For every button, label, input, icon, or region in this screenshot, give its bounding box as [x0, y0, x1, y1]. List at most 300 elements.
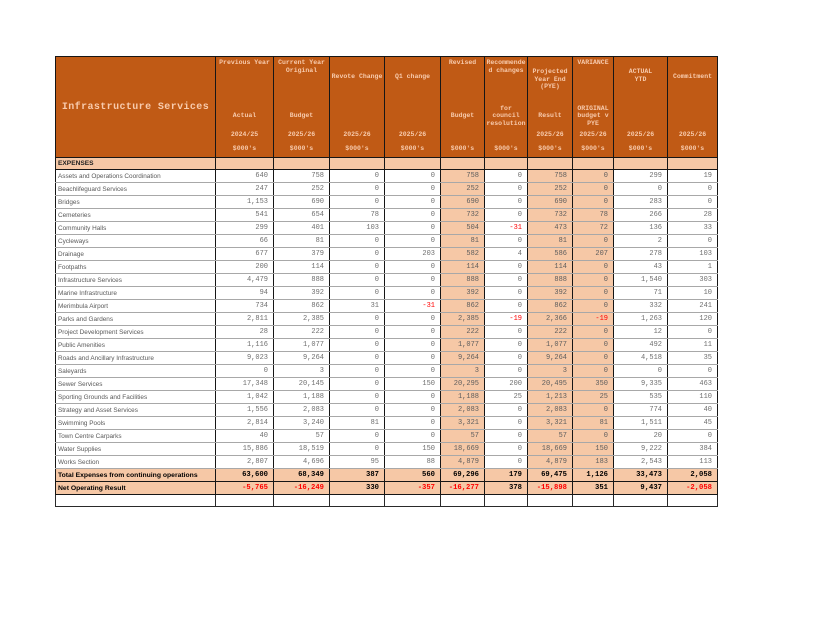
row-cell: 2 — [614, 235, 668, 248]
row-cell: 1,556 — [216, 404, 274, 417]
row-cell: 351 — [573, 482, 614, 495]
row-cell: 690 — [441, 196, 485, 209]
table-row — [56, 430, 718, 443]
row-cell: 3,240 — [274, 417, 330, 430]
header-row — [56, 57, 718, 158]
row-cell: 222 — [274, 326, 330, 339]
col-year-label: 2025/26 — [678, 131, 707, 138]
col-year-label: 2024/25 — [230, 131, 259, 138]
row-cell: 28 — [216, 326, 274, 339]
row-label: Roads and Ancillary Infrastructure — [56, 352, 216, 365]
row-cell: 150 — [385, 443, 441, 456]
row-cell: 0 — [385, 235, 441, 248]
col-unit-label: $000's — [400, 145, 425, 152]
row-cell: 68,349 — [274, 469, 330, 482]
row-cell: 379 — [274, 248, 330, 261]
row-cell: 71 — [614, 287, 668, 300]
row-cell: 0 — [330, 339, 385, 352]
row-cell: 114 — [528, 261, 573, 274]
row-cell: 9,335 — [614, 378, 668, 391]
row-cell: 252 — [528, 183, 573, 196]
col-header-revised-budget — [441, 57, 485, 158]
row-cell: 20,145 — [274, 378, 330, 391]
row-cell: 103 — [330, 222, 385, 235]
col-year-label: 2025/26 — [536, 131, 564, 138]
col-mid-label: Result — [538, 112, 562, 120]
row-cell: 3 — [274, 365, 330, 378]
row-cell: -19 — [573, 313, 614, 326]
row-cell: 0 — [385, 417, 441, 430]
row-cell: 1,188 — [441, 391, 485, 404]
col-mid-label: for council resolution — [486, 104, 526, 127]
row-cell: 0 — [573, 170, 614, 183]
row-cell: 18,669 — [528, 443, 573, 456]
row-cell: 63,600 — [216, 469, 274, 482]
col-unit-label: $000's — [289, 145, 314, 152]
section-cell — [485, 158, 528, 170]
row-cell: 2,083 — [274, 404, 330, 417]
row-cell: 0 — [330, 352, 385, 365]
row-label: Strategy and Asset Services — [56, 404, 216, 417]
row-cell: 541 — [216, 209, 274, 222]
row-cell: 283 — [614, 196, 668, 209]
row-cell: 732 — [441, 209, 485, 222]
col-unit-label: $000's — [538, 145, 562, 152]
row-cell: 0 — [385, 196, 441, 209]
row-cell: 0 — [485, 456, 528, 469]
row-cell: 252 — [274, 183, 330, 196]
row-cell: 4,879 — [528, 456, 573, 469]
row-cell: 0 — [668, 326, 718, 339]
col-header-revote-change — [330, 57, 385, 158]
col-top-label: VARIANCE — [577, 59, 609, 66]
row-cell: 0 — [573, 352, 614, 365]
row-cell: 266 — [614, 209, 668, 222]
row-cell: 0 — [573, 287, 614, 300]
budget-report-sheet — [55, 56, 718, 507]
col-header-recommended-changes — [485, 57, 528, 158]
row-cell: 0 — [485, 443, 528, 456]
row-cell: -15,898 — [528, 482, 573, 495]
row-cell: 81 — [573, 417, 614, 430]
row-cell: 0 — [385, 183, 441, 196]
row-label: Drainage — [56, 248, 216, 261]
row-cell: 0 — [485, 365, 528, 378]
row-cell: 0 — [330, 365, 385, 378]
row-cell: 2,385 — [441, 313, 485, 326]
empty-cell — [216, 495, 274, 507]
row-cell: 0 — [485, 417, 528, 430]
col-header-projected-year-end — [528, 57, 573, 158]
row-cell: 0 — [668, 183, 718, 196]
row-cell: 392 — [528, 287, 573, 300]
row-cell: 81 — [528, 235, 573, 248]
row-cell: 3,321 — [441, 417, 485, 430]
row-cell: 0 — [330, 430, 385, 443]
row-cell: 1,077 — [441, 339, 485, 352]
row-cell: 3,321 — [528, 417, 573, 430]
row-label: Assets and Operations Coordination — [56, 170, 216, 183]
row-cell: 81 — [330, 417, 385, 430]
row-cell: 0 — [385, 313, 441, 326]
row-cell: 207 — [573, 248, 614, 261]
row-cell: 103 — [668, 248, 718, 261]
row-label: Marine Infrastructure — [56, 287, 216, 300]
row-cell: 31 — [330, 300, 385, 313]
row-cell: 0 — [385, 391, 441, 404]
row-cell: 1,511 — [614, 417, 668, 430]
row-cell: 9,264 — [528, 352, 573, 365]
row-label: Water Supplies — [56, 443, 216, 456]
section-cell — [274, 158, 330, 170]
row-cell: 247 — [216, 183, 274, 196]
section-cell — [385, 158, 441, 170]
col-mid-label — [668, 101, 717, 131]
row-cell: 303 — [668, 274, 718, 287]
row-cell: 136 — [614, 222, 668, 235]
empty-cell — [274, 495, 330, 507]
row-cell: 81 — [441, 235, 485, 248]
row-cell: 20,295 — [441, 378, 485, 391]
col-header-previous-year — [216, 57, 274, 158]
row-cell: 20,495 — [528, 378, 573, 391]
row-cell: 1,213 — [528, 391, 573, 404]
row-cell: 0 — [668, 365, 718, 378]
row-label: Beachlifeguard Services — [56, 183, 216, 196]
row-cell: 113 — [668, 456, 718, 469]
row-cell: 57 — [441, 430, 485, 443]
row-cell: -357 — [385, 482, 441, 495]
row-cell: 758 — [441, 170, 485, 183]
section-cell — [573, 158, 614, 170]
table-row — [56, 235, 718, 248]
row-cell: 0 — [330, 261, 385, 274]
budget-table — [55, 56, 718, 507]
col-top-label: Previous Year — [219, 59, 270, 66]
col-year-label: 2025/26 — [398, 131, 427, 138]
row-cell: 179 — [485, 469, 528, 482]
row-cell: 4,879 — [441, 456, 485, 469]
row-cell: -2,058 — [668, 482, 718, 495]
row-cell: 330 — [330, 482, 385, 495]
col-year-label: 2025/26 — [287, 131, 316, 138]
row-label: Bridges — [56, 196, 216, 209]
row-cell: 1,042 — [216, 391, 274, 404]
row-cell: 95 — [330, 456, 385, 469]
empty-cell — [573, 495, 614, 507]
row-cell: 114 — [274, 261, 330, 274]
row-cell: 0 — [485, 287, 528, 300]
table-row — [56, 248, 718, 261]
row-cell: 535 — [614, 391, 668, 404]
row-cell: 473 — [528, 222, 573, 235]
row-cell: 492 — [614, 339, 668, 352]
empty-cell — [528, 495, 573, 507]
section-cell — [216, 158, 274, 170]
row-label: Total Expenses from continuing operations — [56, 469, 216, 482]
report-title: Infrastructure Services — [56, 57, 216, 158]
col-header-commitment — [668, 57, 718, 158]
col-unit-label: $000's — [450, 145, 475, 152]
table-row — [56, 326, 718, 339]
row-cell: 2,058 — [668, 469, 718, 482]
row-cell: 114 — [441, 261, 485, 274]
section-cell — [330, 158, 385, 170]
section-cell — [614, 158, 668, 170]
row-cell: 0 — [330, 313, 385, 326]
row-cell: 0 — [485, 274, 528, 287]
row-cell: 0 — [330, 196, 385, 209]
table-row — [56, 170, 718, 183]
row-cell: 586 — [528, 248, 573, 261]
row-label: Net Operating Result — [56, 482, 216, 495]
row-cell: 350 — [573, 378, 614, 391]
col-mid-label: Budget — [450, 112, 475, 120]
row-cell: 0 — [573, 339, 614, 352]
table-row — [56, 222, 718, 235]
row-cell: 45 — [668, 417, 718, 430]
row-label: Parks and Gardens — [56, 313, 216, 326]
row-cell: 278 — [614, 248, 668, 261]
row-cell: -16,277 — [441, 482, 485, 495]
row-cell: -31 — [385, 300, 441, 313]
section-cell — [441, 158, 485, 170]
row-cell: 15,886 — [216, 443, 274, 456]
row-cell: 0 — [573, 196, 614, 209]
row-cell: 222 — [528, 326, 573, 339]
row-cell: 758 — [274, 170, 330, 183]
row-cell: 12 — [614, 326, 668, 339]
row-cell: 81 — [274, 235, 330, 248]
row-cell: 4,518 — [614, 352, 668, 365]
row-cell: 25 — [573, 391, 614, 404]
row-cell: 252 — [441, 183, 485, 196]
row-cell: 0 — [485, 404, 528, 417]
row-cell: 0 — [485, 170, 528, 183]
row-cell: 110 — [668, 391, 718, 404]
table-row — [56, 300, 718, 313]
empty-cell — [56, 495, 216, 507]
table-row — [56, 274, 718, 287]
row-cell: 200 — [216, 261, 274, 274]
table-row — [56, 469, 718, 482]
row-cell: 0 — [485, 339, 528, 352]
col-header-variance — [573, 57, 614, 158]
row-cell: 0 — [573, 326, 614, 339]
row-cell: 504 — [441, 222, 485, 235]
row-cell: 40 — [216, 430, 274, 443]
row-cell: 0 — [385, 261, 441, 274]
col-top-label: Revote Change — [331, 73, 383, 80]
table-row — [56, 183, 718, 196]
row-label: Town Centre Carparks — [56, 430, 216, 443]
row-cell: 0 — [573, 300, 614, 313]
col-mid-label — [330, 101, 384, 131]
row-cell: 222 — [441, 326, 485, 339]
row-label: Saleyards — [56, 365, 216, 378]
table-row — [56, 378, 718, 391]
row-cell: 78 — [330, 209, 385, 222]
col-top-label: Recommended changes — [486, 59, 526, 74]
row-cell: 1,077 — [528, 339, 573, 352]
row-cell: 2,385 — [274, 313, 330, 326]
col-unit-label: $000's — [628, 145, 653, 152]
row-cell: 69,296 — [441, 469, 485, 482]
section-cell — [668, 158, 718, 170]
row-cell: 0 — [614, 183, 668, 196]
row-cell: 0 — [385, 404, 441, 417]
row-cell: 1,263 — [614, 313, 668, 326]
row-cell: 40 — [668, 404, 718, 417]
row-cell: 4 — [485, 248, 528, 261]
row-cell: 0 — [385, 430, 441, 443]
row-cell: 2,366 — [528, 313, 573, 326]
row-cell: 9,264 — [441, 352, 485, 365]
row-cell: 0 — [385, 274, 441, 287]
row-label: Sporting Grounds and Facilities — [56, 391, 216, 404]
row-label: Swimming Pools — [56, 417, 216, 430]
row-cell: 0 — [330, 183, 385, 196]
row-cell: 0 — [330, 404, 385, 417]
row-label: Footpaths — [56, 261, 216, 274]
row-cell: 0 — [485, 261, 528, 274]
row-cell: 640 — [216, 170, 274, 183]
row-cell: 690 — [528, 196, 573, 209]
row-cell: 690 — [274, 196, 330, 209]
table-row — [56, 417, 718, 430]
row-cell: 4,479 — [216, 274, 274, 287]
section-cell — [528, 158, 573, 170]
col-top-label: Current Year Original — [278, 59, 325, 74]
col-mid-label — [385, 101, 440, 131]
row-cell: 0 — [573, 404, 614, 417]
row-cell: 560 — [385, 469, 441, 482]
row-cell: 0 — [573, 430, 614, 443]
empty-cell — [441, 495, 485, 507]
table-row — [56, 209, 718, 222]
row-label: Project Development Services — [56, 326, 216, 339]
col-year-label: 2025/26 — [626, 131, 655, 138]
row-cell: 25 — [485, 391, 528, 404]
section-label: EXPENSES — [56, 158, 216, 170]
row-cell: 9,222 — [614, 443, 668, 456]
row-cell: 0 — [485, 183, 528, 196]
col-top-label: Revised — [448, 59, 477, 66]
col-year-label — [485, 131, 527, 145]
row-cell: 1 — [668, 261, 718, 274]
table-row — [56, 352, 718, 365]
row-cell: -5,765 — [216, 482, 274, 495]
row-cell: 0 — [668, 430, 718, 443]
row-cell: 758 — [528, 170, 573, 183]
row-cell: 0 — [385, 209, 441, 222]
row-cell: 392 — [274, 287, 330, 300]
row-cell: 2,083 — [528, 404, 573, 417]
row-cell: 888 — [441, 274, 485, 287]
row-cell: 69,475 — [528, 469, 573, 482]
row-cell: 0 — [330, 170, 385, 183]
col-year-label: 2025/26 — [579, 131, 607, 138]
row-cell: 150 — [385, 378, 441, 391]
row-cell: 19 — [668, 170, 718, 183]
col-unit-label: $000's — [581, 145, 605, 152]
row-cell: 0 — [573, 365, 614, 378]
col-unit-label: $000's — [494, 145, 518, 152]
row-label: Community Halls — [56, 222, 216, 235]
row-cell: 888 — [274, 274, 330, 287]
col-unit-label: $000's — [232, 145, 257, 152]
row-cell: 0 — [385, 287, 441, 300]
row-cell: 654 — [274, 209, 330, 222]
row-cell: 0 — [668, 235, 718, 248]
row-label: Cemeteries — [56, 209, 216, 222]
col-unit-label: $000's — [345, 145, 369, 152]
row-cell: 88 — [385, 456, 441, 469]
row-cell: 94 — [216, 287, 274, 300]
row-cell: 1,153 — [216, 196, 274, 209]
col-mid-label: Budget — [289, 112, 314, 120]
table-row — [56, 456, 718, 469]
row-cell: 11 — [668, 339, 718, 352]
row-cell: 0 — [330, 287, 385, 300]
row-cell: 0 — [330, 248, 385, 261]
row-cell: 582 — [441, 248, 485, 261]
empty-cell — [330, 495, 385, 507]
col-year-label — [441, 131, 484, 145]
row-cell: 0 — [385, 339, 441, 352]
row-cell: 0 — [485, 430, 528, 443]
row-cell: 862 — [274, 300, 330, 313]
row-label: Cycleways — [56, 235, 216, 248]
row-cell: 299 — [614, 170, 668, 183]
row-cell: 0 — [330, 443, 385, 456]
row-cell: 33,473 — [614, 469, 668, 482]
row-cell: 677 — [216, 248, 274, 261]
row-cell: 0 — [330, 274, 385, 287]
row-cell: 10 — [668, 287, 718, 300]
row-cell: 0 — [330, 378, 385, 391]
row-cell: 17,348 — [216, 378, 274, 391]
table-row — [56, 196, 718, 209]
row-cell: 0 — [385, 365, 441, 378]
row-cell: 0 — [573, 261, 614, 274]
row-cell: 43 — [614, 261, 668, 274]
row-cell: 57 — [528, 430, 573, 443]
table-row — [56, 365, 718, 378]
row-cell: 0 — [573, 235, 614, 248]
row-cell: 0 — [330, 235, 385, 248]
table-row — [56, 391, 718, 404]
row-cell: 183 — [573, 456, 614, 469]
row-cell: 0 — [614, 365, 668, 378]
row-label: Public Amenities — [56, 339, 216, 352]
row-cell: 384 — [668, 443, 718, 456]
table-row — [56, 261, 718, 274]
row-cell: 241 — [668, 300, 718, 313]
row-cell: 392 — [441, 287, 485, 300]
row-label: Sewer Services — [56, 378, 216, 391]
col-top-label: Q1 change — [394, 73, 431, 80]
row-cell: 734 — [216, 300, 274, 313]
empty-cell — [668, 495, 718, 507]
row-cell: 0 — [485, 352, 528, 365]
table-row — [56, 287, 718, 300]
row-cell: 0 — [216, 365, 274, 378]
col-top-label: ACTUAL YTD — [628, 68, 653, 83]
row-cell: 9,264 — [274, 352, 330, 365]
row-cell: 0 — [668, 196, 718, 209]
row-cell: 0 — [485, 196, 528, 209]
